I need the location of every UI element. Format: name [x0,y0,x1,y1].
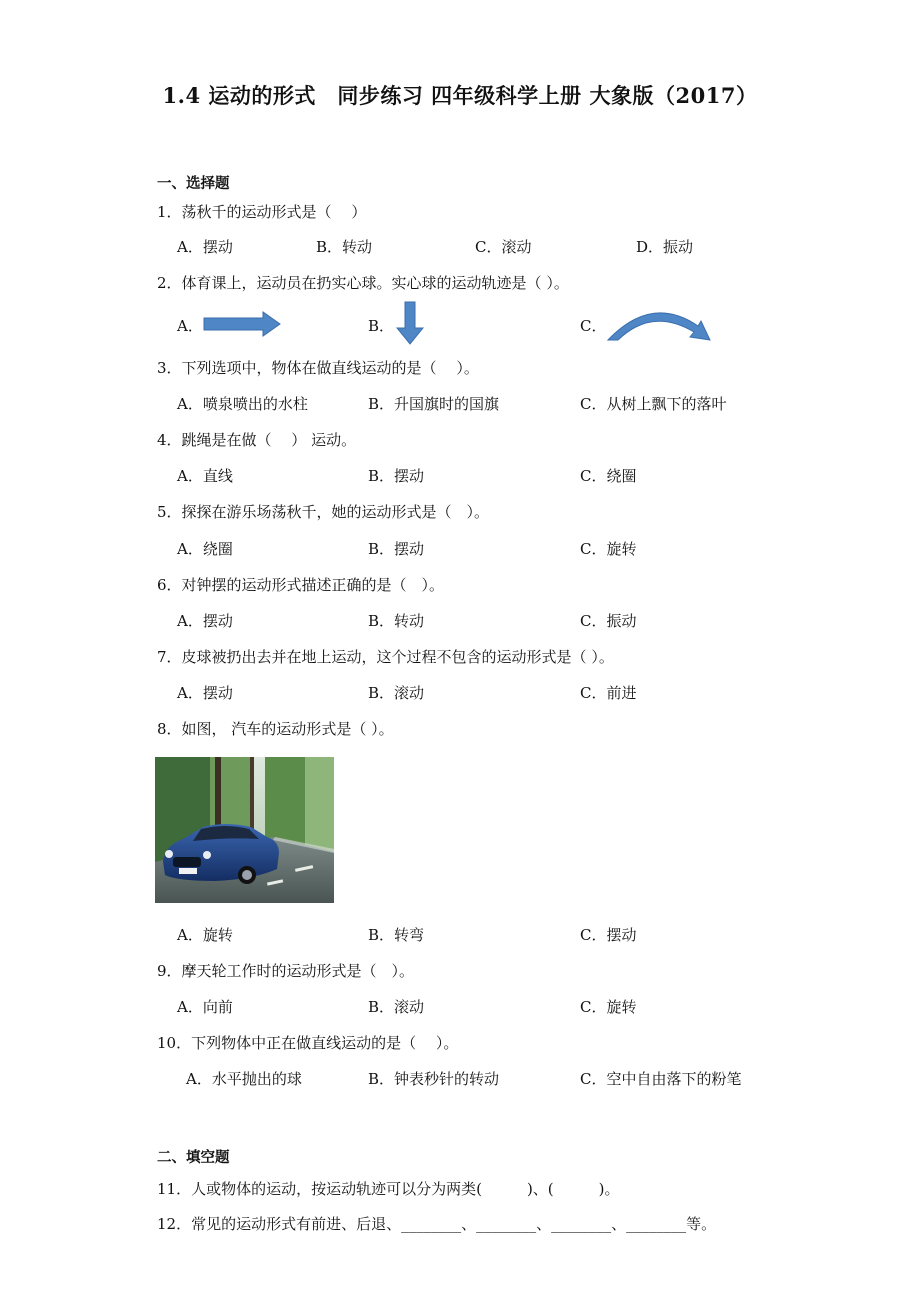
question-2-option-b: B． [368,317,395,335]
question-8: 8．如图， 汽车的运动形式是（ ）。 [157,720,394,738]
question-7-option-b: B．滚动 [368,684,425,702]
arc-arrow-icon [606,302,712,342]
question-4-option-b: B．摆动 [368,467,425,485]
question-3-option-b: B．升国旗时的国旗 [368,395,500,413]
question-4: 4．跳绳是在做（ ） 运动。 [157,431,357,449]
question-7-option-a: A．摆动 [177,684,233,702]
question-12: 12．常见的运动形式有前进、后退、________、________、________、________等。 [157,1215,717,1233]
question-8-option-b: B．转弯 [368,926,425,944]
question-9-option-b: B．滚动 [368,998,425,1016]
question-1: 1．荡秋千的运动形式是（ ） [157,203,367,221]
page-title: 1.4 运动的形式 同步练习 四年级科学上册 大象版（2017） [162,83,758,108]
down-arrow-icon [396,301,424,345]
question-4-option-a: A．直线 [177,467,233,485]
car-photo [155,757,334,903]
question-9-option-c: C．旋转 [580,998,637,1016]
question-5-option-b: B．摆动 [368,540,425,558]
question-10-option-a: A．水平抛出的球 [186,1070,302,1088]
question-3: 3．下列选项中，物体在做直线运动的是（ ）。 [157,359,479,377]
question-6-option-b: B．转动 [368,612,425,630]
question-7-option-c: C．前进 [580,684,637,702]
question-8-option-c: C．摆动 [580,926,637,944]
question-2: 2．体育课上，运动员在扔实心球。实心球的运动轨迹是（ ）。 [157,274,569,292]
question-9-option-a: A．向前 [177,998,233,1016]
question-6-option-a: A．摆动 [177,612,233,630]
section-choice-heading: 一、选择题 [157,175,230,192]
question-5-option-c: C．旋转 [580,540,637,558]
question-4-option-c: C．绕圈 [580,467,637,485]
question-5-option-a: A．绕圈 [177,540,233,558]
question-1-option-a: A．摆动 [177,238,233,256]
question-5: 5．探探在游乐场荡秋千，她的运动形式是（ ）。 [157,503,490,521]
question-10-option-c: C．空中自由落下的粉笔 [580,1070,742,1088]
right-arrow-icon [203,311,281,337]
question-2-option-c: C． [580,317,607,335]
question-1-option-b: B．转动 [316,238,373,256]
question-11: 11．人或物体的运动，按运动轨迹可以分为两类( )、( )。 [157,1180,620,1198]
question-1-option-c: C．滚动 [475,238,532,256]
section-fill-heading: 二、填空题 [157,1149,230,1166]
question-8-option-a: A．旋转 [177,926,233,944]
question-3-option-c: C．从树上飘下的落叶 [580,395,727,413]
question-1-option-d: D．振动 [636,238,694,256]
question-7: 7．皮球被扔出去并在地上运动，这个过程不包含的运动形式是（ ）。 [157,648,614,666]
question-6-option-c: C．振动 [580,612,637,630]
question-9: 9．摩天轮工作时的运动形式是（ ）。 [157,962,415,980]
question-6: 6．对钟摆的运动形式描述正确的是（ ）。 [157,576,445,594]
question-10: 10．下列物体中正在做直线运动的是（ ）。 [157,1034,459,1052]
question-3-option-a: A．喷泉喷出的水柱 [177,395,308,413]
question-10-option-b: B．钟表秒针的转动 [368,1070,500,1088]
question-2-option-a: A． [177,317,203,335]
